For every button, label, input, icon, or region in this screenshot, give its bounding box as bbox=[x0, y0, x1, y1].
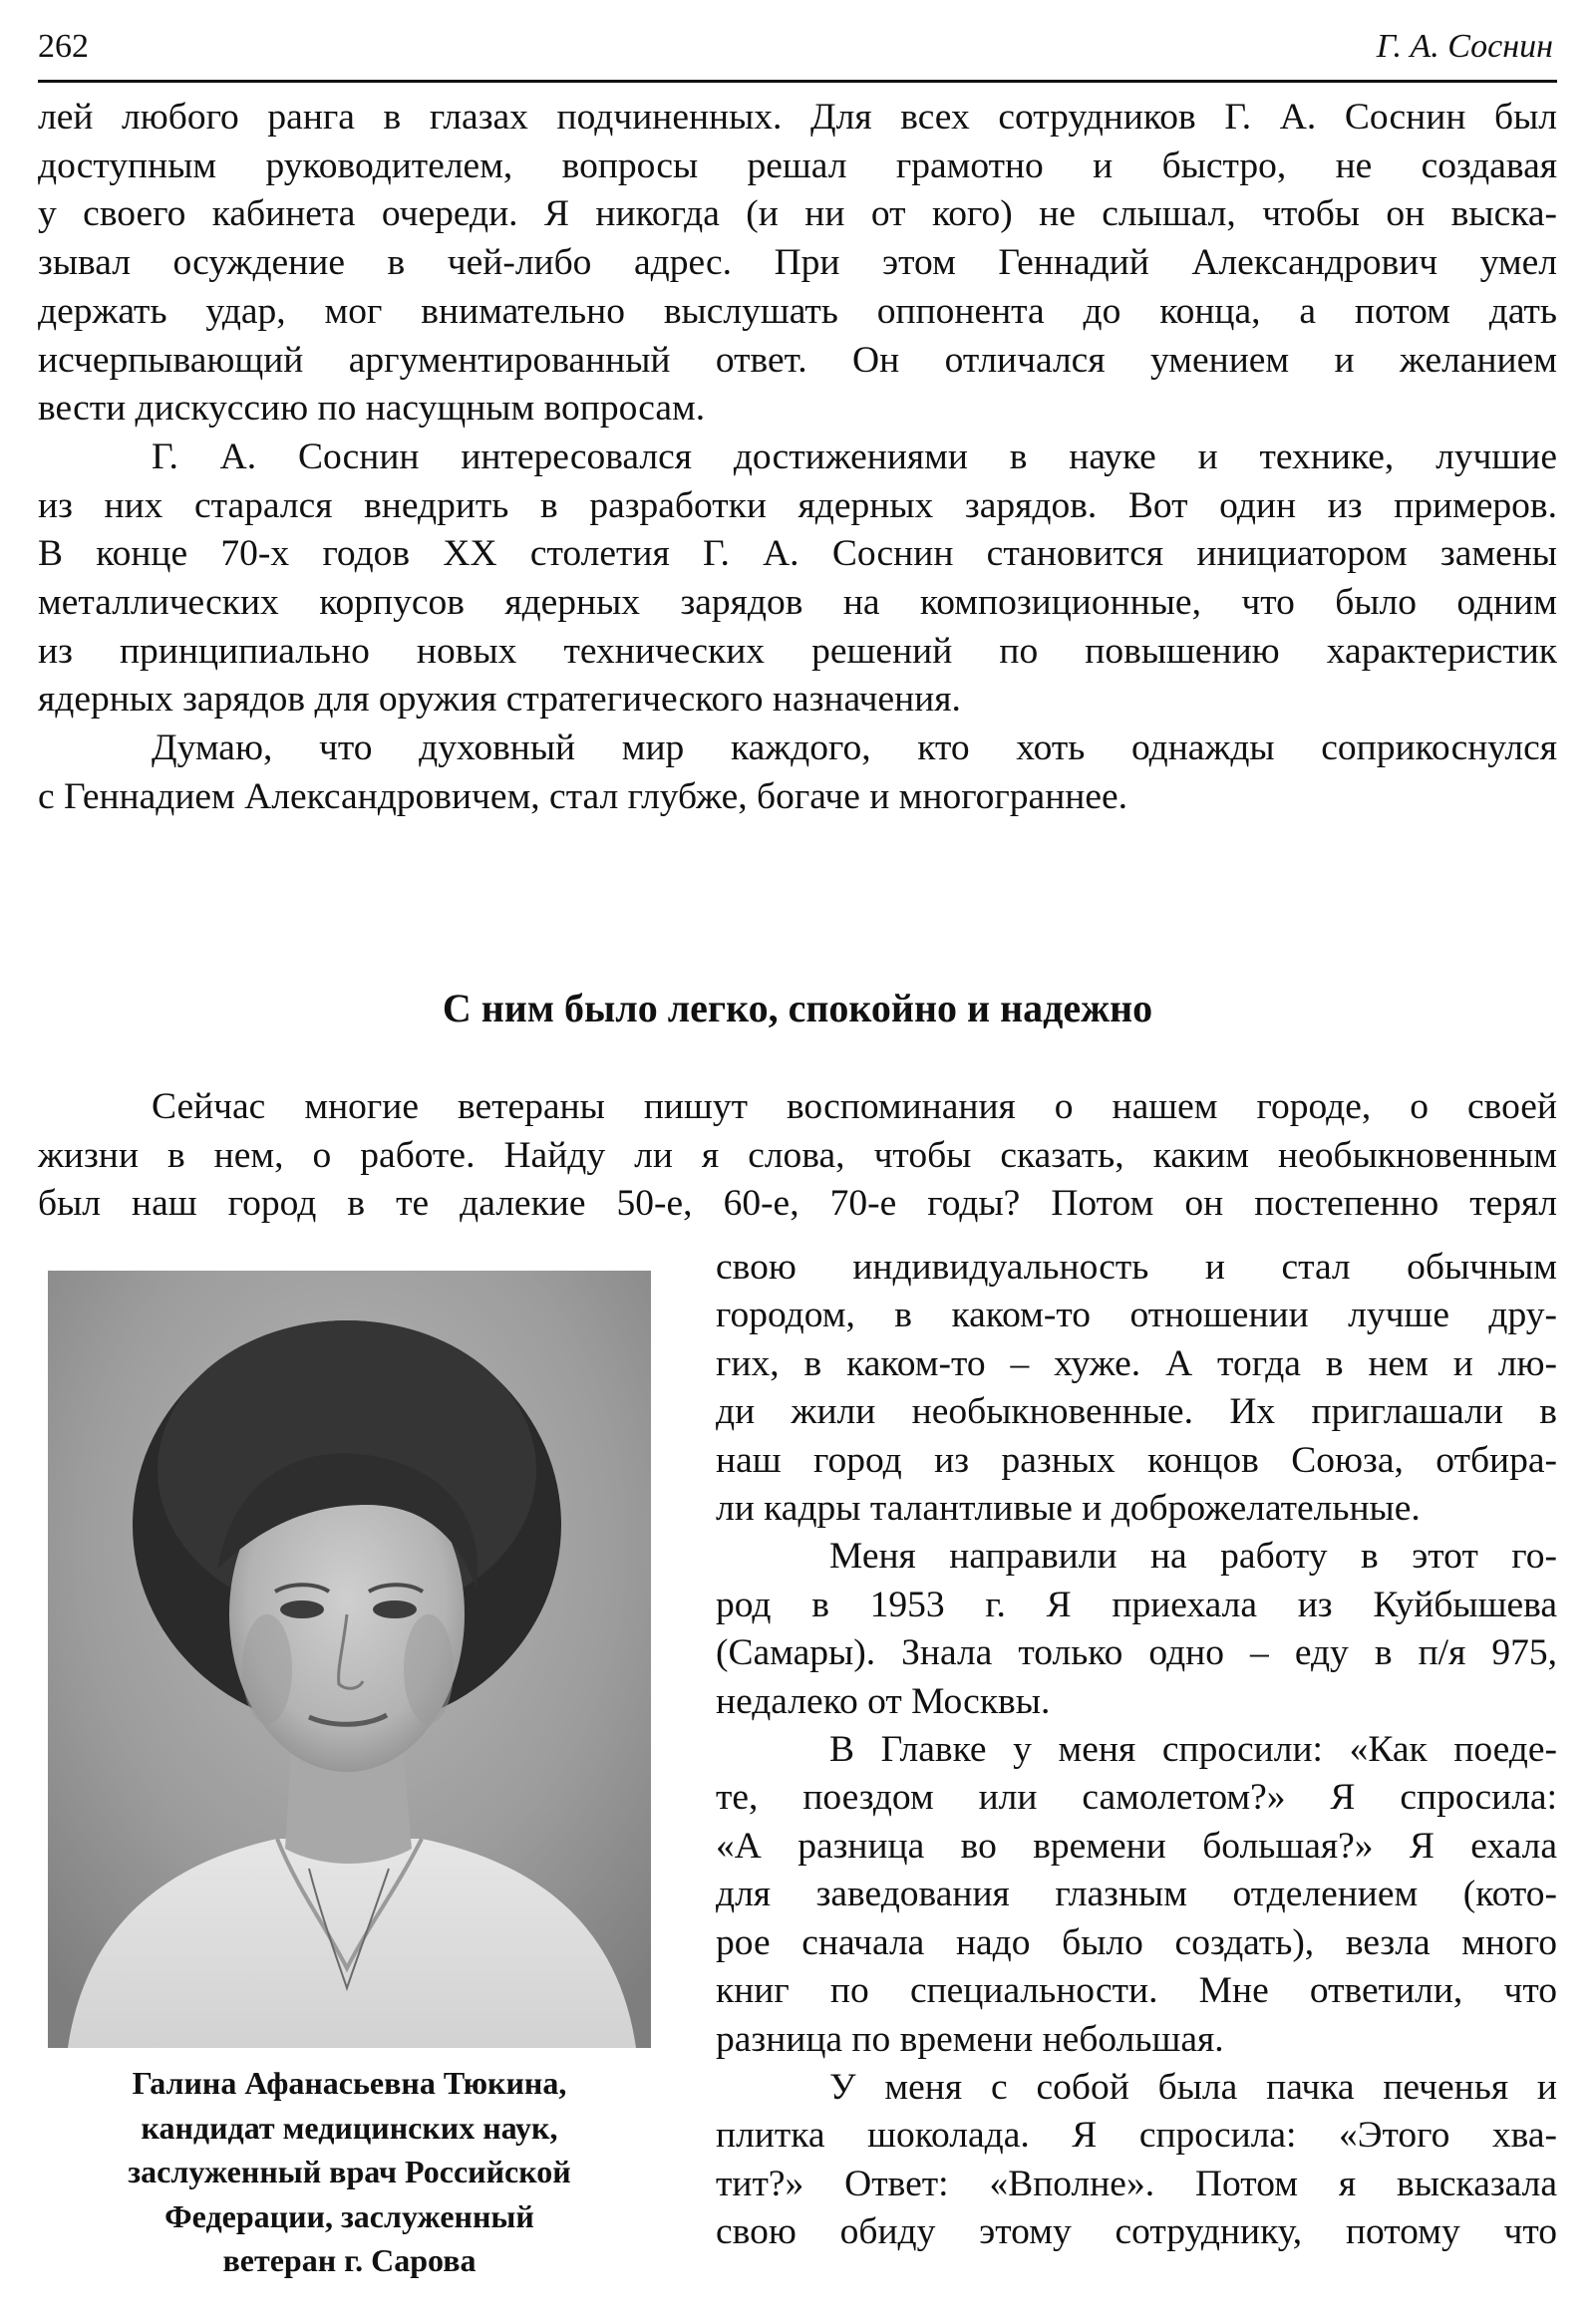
text-line: ядерных зарядов для оружия стратегического назначения. bbox=[38, 679, 961, 721]
paragraph-2-end bbox=[38, 676, 1557, 725]
text-line: У меня с собой была пачка печенья и bbox=[829, 2066, 1557, 2108]
text-line: гих, в каком-то – хуже. А тогда в нем и лю- bbox=[716, 1342, 1557, 1384]
caption-line: Галина Афанасьевна Тюкина, bbox=[132, 2065, 567, 2101]
text-line: тит?» Ответ: «Вполне». Потом я высказала bbox=[716, 2163, 1557, 2204]
page-number: 262 bbox=[38, 28, 89, 65]
text-line: Думаю, что духовный мир каждого, кто хоть однажды соприкоснулся bbox=[152, 727, 1557, 769]
text-line: зывал осуждение в чей-либо адрес. При этом Геннадий Александрович умел bbox=[38, 242, 1557, 284]
running-title: Г. А. Соснин bbox=[1376, 28, 1553, 65]
text-line: разница по времени небольшая. bbox=[716, 2018, 1224, 2060]
text-line: плитка шоколада. Я спросила: «Этого хва- bbox=[716, 2115, 1557, 2157]
text-line: род в 1953 г. Я приехала из Куйбышева bbox=[716, 1584, 1557, 1625]
text-line: вести дискуссию по насущным вопросам. bbox=[38, 388, 706, 430]
col-paragraph-2 bbox=[716, 1533, 1557, 1677]
portrait-photo bbox=[48, 1271, 651, 2048]
caption-line: Федерации, заслуженный bbox=[164, 2197, 534, 2234]
text-line: с Геннадием Александровичем, стал глубже, богаче и многограннее. bbox=[38, 775, 1127, 817]
paragraph-3 bbox=[38, 725, 1557, 773]
intro-line-1 bbox=[38, 1083, 1557, 1132]
body-text-top bbox=[38, 94, 1557, 822]
text-line: жизни в нем, о работе. Найду ли я слова, чтобы сказать, каким необыкновенным bbox=[38, 1134, 1557, 1176]
text-line: (Самары). Знала только одно – еду в п/я 975, bbox=[716, 1632, 1557, 1674]
paragraph-2 bbox=[38, 434, 1557, 677]
text-line: из принципиально новых технических решений по повышению характеристик bbox=[38, 630, 1557, 672]
text-line: свою индивидуальность и стал обычным bbox=[716, 1247, 1557, 1288]
caption-line: кандидат медицинских наук, bbox=[141, 2109, 558, 2146]
col-paragraph-4 bbox=[716, 2064, 1557, 2257]
text-line: книг по специальности. Мне ответили, что bbox=[716, 1970, 1557, 2012]
text-line: из них старался внедрить в разработки ядерных зарядов. Вот один из примеров. bbox=[38, 484, 1557, 526]
portrait-photo-image bbox=[48, 1271, 651, 2048]
text-line: В конце 70-х годов XX столетия Г. А. Соснин становится инициатором замены bbox=[38, 533, 1557, 575]
text-line: исчерпывающий аргументированный ответ. Он отличался умением и желанием bbox=[38, 339, 1557, 381]
intro-line-2 bbox=[38, 1132, 1557, 1181]
col-paragraph-1-end bbox=[716, 1485, 1557, 1533]
paragraph-3-end bbox=[38, 773, 1557, 822]
text-line: доступным руководителем, вопросы решал грамотно и быстро, не создавая bbox=[38, 145, 1557, 186]
text-line: ли кадры талантливые и доброжелательные. bbox=[716, 1488, 1421, 1530]
text-line: держать удар, мог внимательно выслушать оппонента до конца, а потом дать bbox=[38, 290, 1557, 332]
text-line: для заведования глазным отделением (кото- bbox=[716, 1874, 1557, 1915]
col-paragraph-3 bbox=[716, 1726, 1557, 2015]
text-line: у своего кабинета очереди. Я никогда (и ни от кого) не слышал, чтобы он выска- bbox=[38, 193, 1557, 235]
intro-line-3 bbox=[38, 1180, 1557, 1229]
caption-line: ветеран г. Сарова bbox=[222, 2242, 477, 2278]
text-line: лей любого ранга в глазах подчиненных. Для всех сотрудников Г. А. Соснин был bbox=[38, 97, 1557, 138]
text-line: Сейчас многие ветераны пишут воспоминания о нашем городе, о своей bbox=[152, 1086, 1557, 1127]
paragraph-1 bbox=[38, 94, 1557, 385]
running-header bbox=[38, 18, 1557, 83]
section-title: С ним было легко, спокойно и надежно bbox=[442, 986, 1153, 1030]
text-line: рое сначала надо было создать), везла много bbox=[716, 1921, 1557, 1963]
text-line: свою обиду этому сотруднику, потому что bbox=[716, 2211, 1557, 2253]
text-line: был наш город в те далекие 50-е, 60-е, 70-е годы? Потом он постепенно терял bbox=[38, 1183, 1557, 1225]
col-paragraph-3-end bbox=[716, 2016, 1557, 2064]
text-line: недалеко от Москвы. bbox=[716, 1680, 1051, 1722]
text-line: Г. А. Соснин интересовался достижениями в науке и технике, лучшие bbox=[152, 436, 1557, 477]
text-line: Меня направили на работу в этот го- bbox=[829, 1536, 1557, 1578]
text-line: ди жили необыкновенные. Их приглашали в bbox=[716, 1391, 1557, 1433]
section-intro bbox=[38, 1083, 1557, 1229]
photo-caption bbox=[38, 2061, 661, 2283]
text-line: В Главке у меня спросили: «Как поеде- bbox=[829, 1729, 1557, 1771]
paragraph-1-end bbox=[38, 385, 1557, 434]
text-line: те, поездом или самолетом?» Я спросила: bbox=[716, 1777, 1557, 1819]
col-paragraph-1 bbox=[716, 1244, 1557, 1485]
right-column-text bbox=[716, 1244, 1557, 2257]
text-line: наш город из разных концов Союза, отбира- bbox=[716, 1439, 1557, 1481]
caption-line: заслуженный врач Российской bbox=[128, 2154, 571, 2189]
text-line: «А разница во времени большая?» Я ехала bbox=[716, 1825, 1557, 1867]
text-line: металлических корпусов ядерных зарядов на композиционные, что было одним bbox=[38, 582, 1557, 624]
text-line: городом, в каком-то отношении лучше дру- bbox=[716, 1295, 1557, 1336]
col-paragraph-2-end bbox=[716, 1678, 1557, 1726]
